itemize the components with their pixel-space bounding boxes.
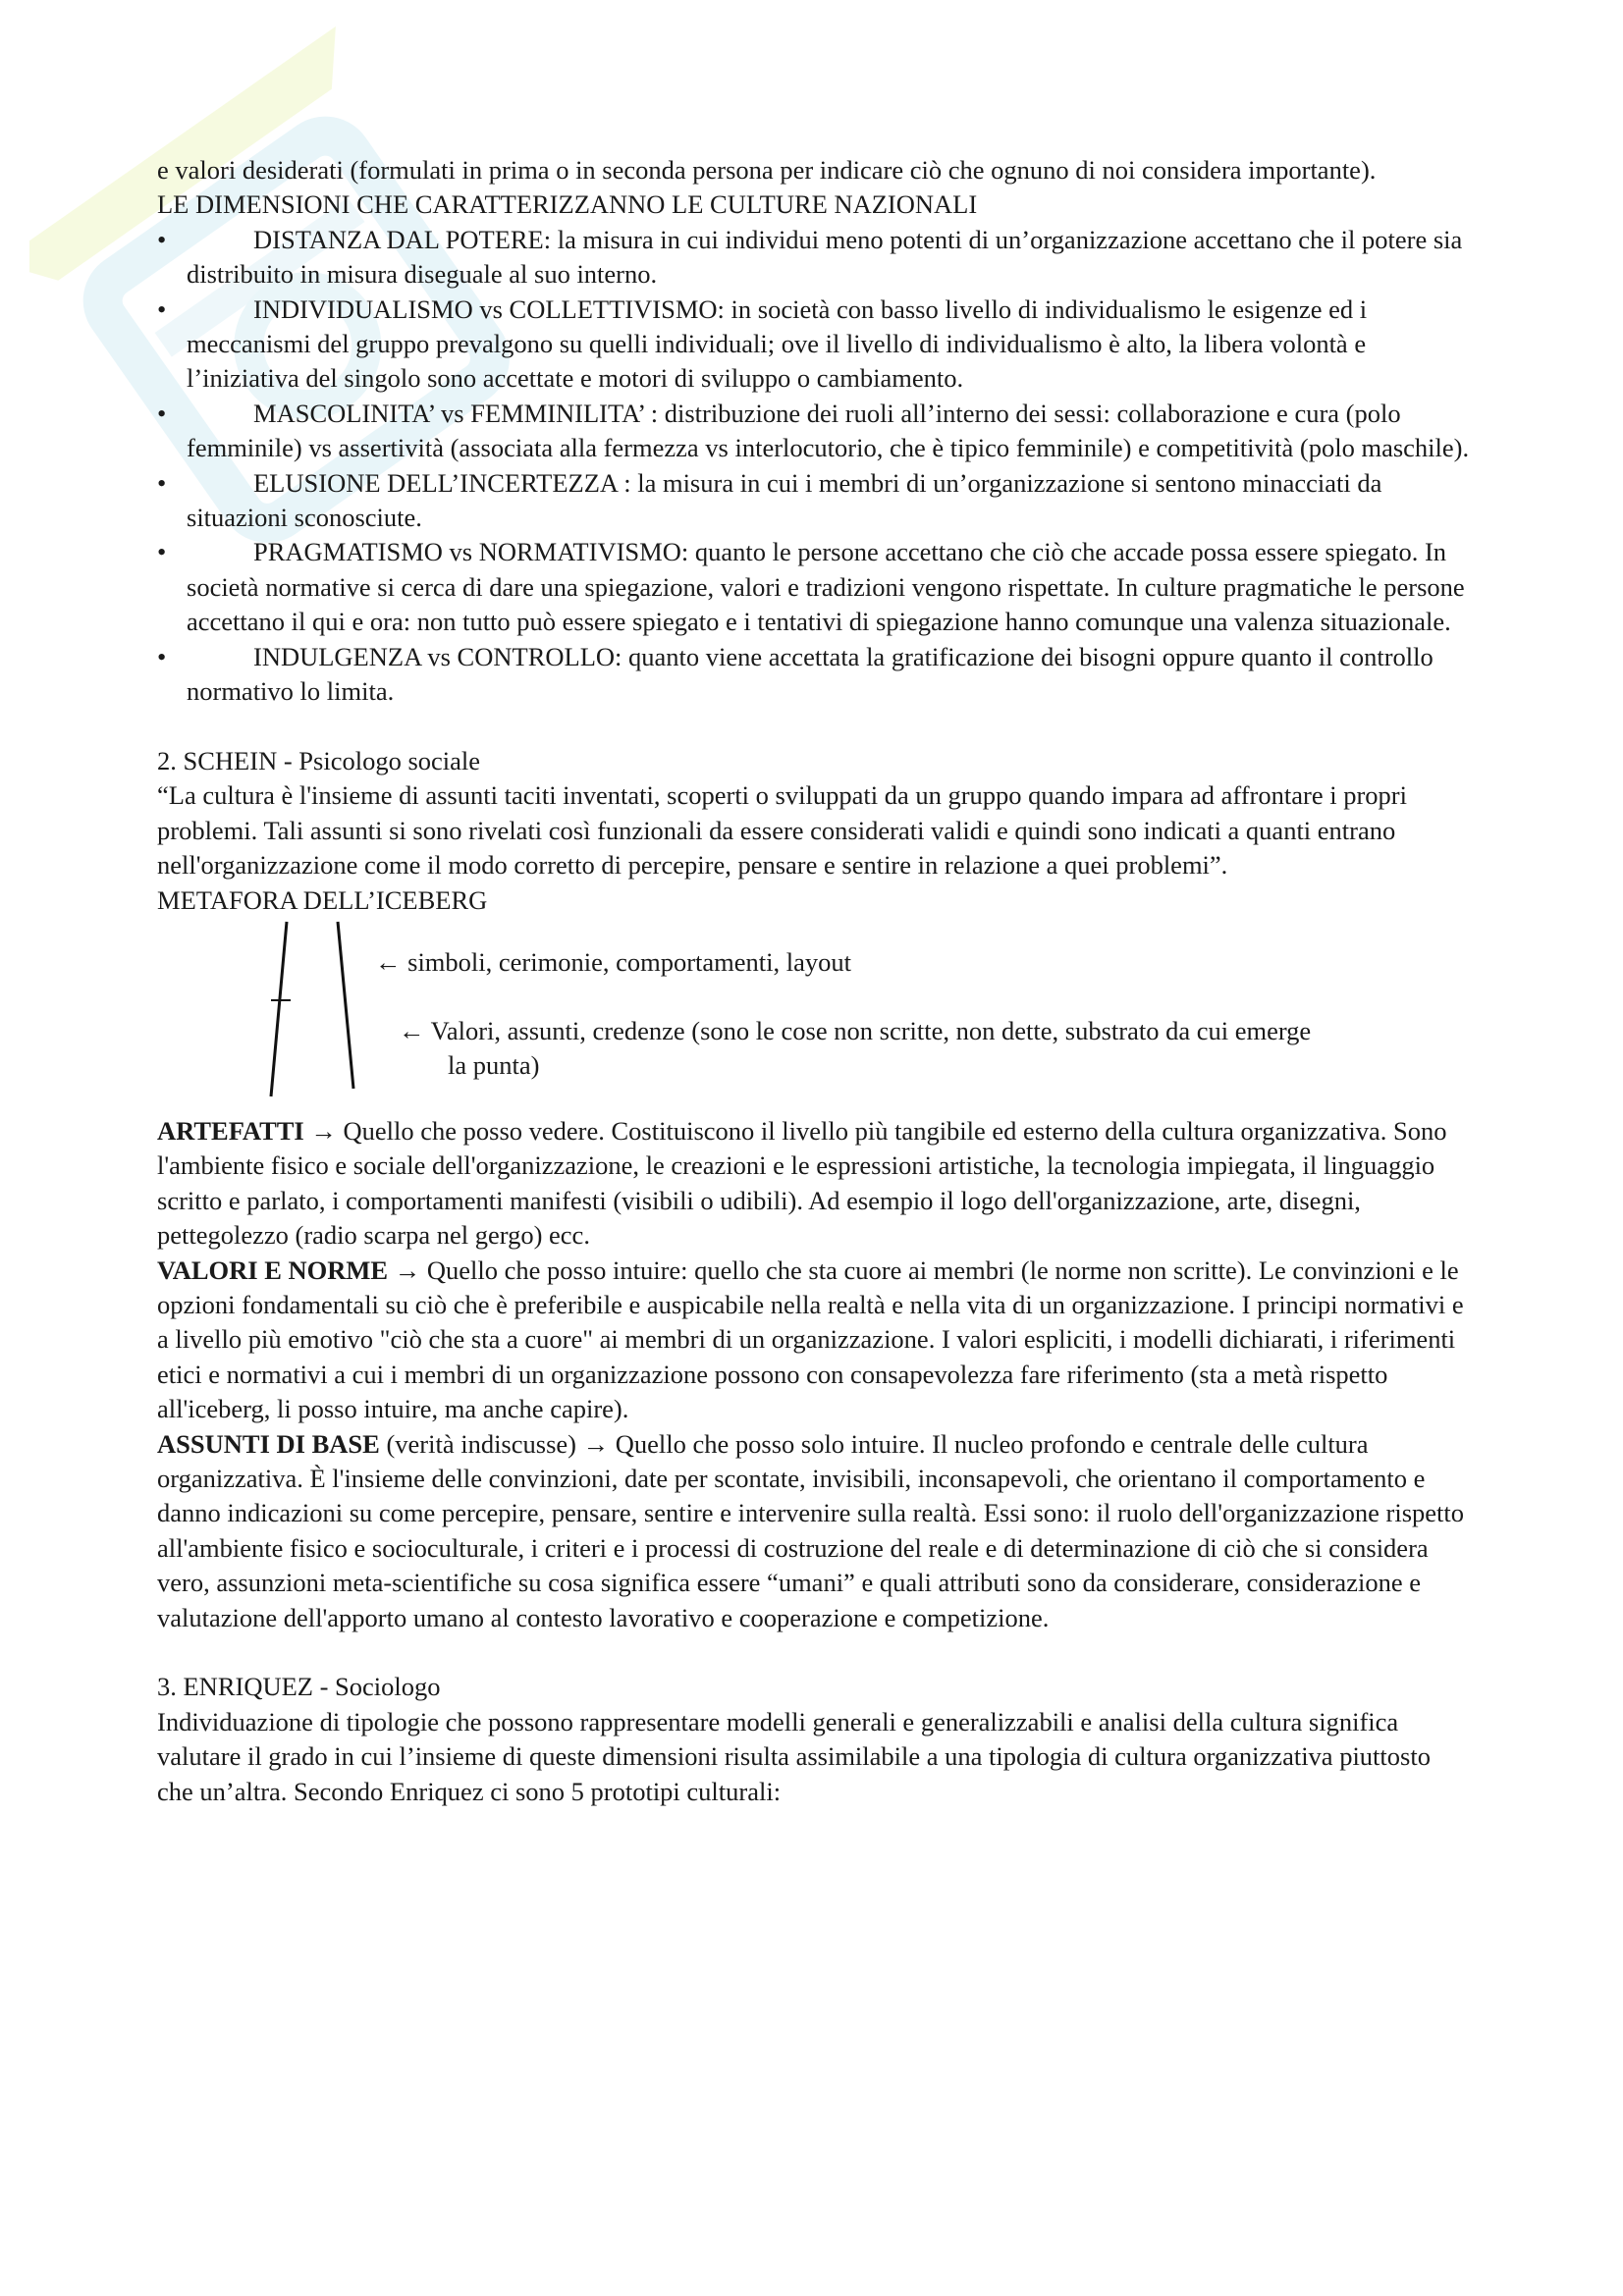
enriquez-title: 3. ENRIQUEZ - Sociologo (157, 1672, 441, 1702)
level-arrow: (verità indiscusse) → (379, 1428, 616, 1459)
iceberg-diagram (157, 918, 1473, 1114)
iceberg-top-label: ← simboli, cerimonie, comportamenti, layout (375, 946, 851, 977)
dimension-term: PRAGMATISMO vs NORMATIVISMO (253, 537, 681, 567)
level-assunti (157, 1427, 1473, 1635)
list-item (157, 223, 1473, 293)
level-term: ARTEFATTI (157, 1115, 304, 1146)
level-arrow: → (303, 1115, 344, 1146)
iceberg-lines (255, 920, 373, 1106)
bullet-mark: • (157, 294, 167, 324)
dimension-term: DISTANZA DAL POTERE (253, 224, 544, 254)
dimension-text: : quanto viene accettata la gratificazione dei bisogni oppure quanto il controllo normativo lo limita. (187, 641, 1434, 707)
bullet-mark: • (157, 398, 167, 428)
enriquez-text: Individuazione di tipologie che possono rappresentare modelli generali e generalizzabili e analisi della cultura significa valutare il grado in cui l’insieme di queste dimensioni risulta assimilabile a una tipologia di cultura organizzativa piuttosto che un’altra. Secondo Enriquez ci sono 5 prototipi culturali: (157, 1706, 1431, 1806)
dimension-term: MASCOLINITA’ vs FEMMINILITA’ (253, 398, 645, 428)
list-item (157, 535, 1473, 639)
bullet-mark: • (157, 467, 167, 498)
iceberg-bottom-line1: ← Valori, assunti, credenze (sono le cose non scritte, non dette, substrato da cui emerge (399, 1015, 1312, 1045)
level-valori (157, 1254, 1473, 1427)
dimension-term: INDULGENZA vs CONTROLLO (253, 641, 616, 671)
list-item (157, 466, 1473, 536)
intro-line: e valori desiderati (formulati in prima o in seconda persona per indicare ciò che ognuno di noi considera importante). (157, 155, 1377, 185)
level-artefatti (157, 1114, 1473, 1254)
level-term: VALORI E NORME (157, 1255, 389, 1285)
list-item (157, 640, 1473, 710)
dimension-text: : quanto le persone accettano che ciò che accade possa essere spiegato. In società normative si cerca di dare una spiegazione, valori e tradizioni vengono rispettate. In culture pragmatiche le persone accettano il qui e ora: non tutto può essere spiegato e i tentativi di spiegazione hanno comunque una valenza situazionale. (187, 537, 1465, 637)
iceberg-bottom-label (399, 1014, 1488, 1084)
iceberg-bottom-line2: la punta) (448, 1050, 540, 1081)
dimension-term: ELUSIONE DELL’INCERTEZZA (253, 467, 618, 498)
dimension-text: : distribuzione dei ruoli all’interno dei sessi: collaborazione e cura (polo femminile) vs assertività (associata alla fermezza vs interlocutorio, che è tipico femminile) e competitività (polo maschile). (187, 398, 1470, 463)
level-arrow: → (388, 1255, 427, 1285)
bullet-mark: • (157, 224, 167, 254)
section-heading: LE DIMENSIONI CHE CARATTERIZZANNO LE CULTURE NAZIONALI (157, 189, 978, 220)
bullet-mark: • (157, 537, 167, 567)
iceberg-heading: METAFORA DELL’ICEBERG (157, 884, 488, 915)
level-text: Quello che posso intuire: quello che sta cuore ai membri (le norme non scritte). Le convinzioni e le opzioni fondamentali su ciò che è preferibile e auspicabile nella realtà e nella vita di un organizzazione. I principi normativi e a livello più emotivo "ciò che sta a cuore" ai membri di un organizzazione. I valori espliciti, i modelli dichiarati, i riferimenti etici e normativi a cui i membri di un organizzazione possono con consapevolezza fare riferimento (sta a metà rispetto all'iceberg, li posso intuire, ma anche capire). (157, 1255, 1464, 1424)
dimension-text: : in società con basso livello di individualismo le esigenze ed i meccanismi del gruppo prevalgono su quelli individuali; ove il livello di individualismo è alto, la libera volontà e l’iniziativa del singolo sono accettate e motori di sviluppo o cambiamento. (187, 294, 1368, 394)
spacer (157, 1635, 1473, 1670)
document-page (157, 153, 1473, 1809)
level-term: ASSUNTI DI BASE (157, 1428, 380, 1459)
level-text: Quello che posso vedere. Costituiscono il livello più tangibile ed esterno della cultura organizzativa. Sono l'ambiente fisico e sociale dell'organizzazione, le creazioni e le espressioni artistiche, la tecnologia impiegata, il linguaggio scritto e parlato, i comportamenti manifesti (visibili o udibili). Ad esempio il logo dell'organizzazione, arte, disegni, pettegolezzo (radio scarpa nel gergo) ecc. (157, 1115, 1447, 1251)
dimension-text: : la misura in cui i membri di un’organizzazione si sentono minacciati da situazioni sconosciute. (187, 467, 1382, 533)
spacer (157, 710, 1473, 744)
schein-quote: “La cultura è l'insieme di assunti taciti inventati, scoperti o sviluppati da un gruppo quando impara ad affrontare i propri problemi. Tali assunti si sono rivelati così funzionali da essere considerati validi e quindi sono indicati a quanti entrano nell'organizzazione come il modo corretto di percepire, pensare e sentire in relazione a quei problemi”. (157, 780, 1407, 881)
list-item (157, 293, 1473, 397)
dimension-text: : la misura in cui individui meno potenti di un’organizzazione accettano che il potere sia distribuito in misura diseguale al suo interno. (187, 224, 1463, 290)
bullet-mark: • (157, 641, 167, 671)
list-item (157, 397, 1473, 466)
dimension-term: INDIVIDUALISMO vs COLLETTIVISMO (253, 294, 718, 324)
level-text: Quello che posso solo intuire. Il nucleo profondo e centrale delle cultura organizzativa. È l'insieme delle convinzioni, date per scontate, invisibili, inconsapevoli, che orientano il comportamento e danno indicazioni su come percepire, pensare, sentire e intervenire sulla realtà. Essi sono: il ruolo dell'organizzazione rispetto all'ambiente fisico e socioculturale, i criteri e i processi di costruzione del reale e di determinazione di ciò che si considera vero, assunzioni meta-scientifiche su cosa significa essere “umani” e quali attributi sono da considerare, considerazione e valutazione dell'apporto umano al contesto lavorativo e cooperazione e competizione. (157, 1428, 1465, 1632)
schein-title: 2. SCHEIN - Psicologo sociale (157, 745, 481, 775)
